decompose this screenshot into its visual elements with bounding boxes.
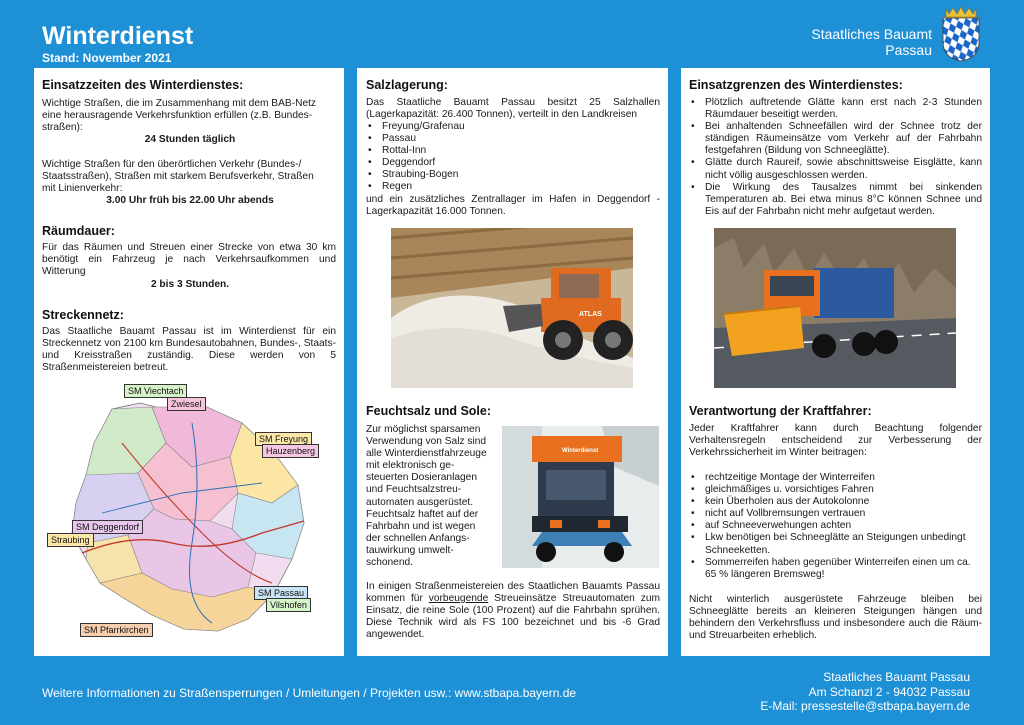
salzlagerung-heading: Salzlagerung: bbox=[366, 78, 448, 92]
text-line: Zur möglichst sparsamen bbox=[366, 424, 481, 435]
list-item: • Bei anhaltenden Schneefällen wird der Schnee trotz der ständigen Räumeinsätze vom Verkehr auf der Fahrbahn festgefahren (Bildung von Schneeglätte). bbox=[689, 121, 982, 157]
verantwortung-outro: Nicht winterlich ausgerüstete Fahrzeuge bleiben bei Schneeglätte bereits an kleineren Steigungen hängen und behindern den Verkehrsfluss und insbesondere auch die Räum- und Streuarbeiten erheblich. bbox=[689, 594, 982, 642]
text-line: tauwirkung umwelt- bbox=[366, 544, 454, 556]
einsatzzeiten-highlight-1: 24 Stunden täglich bbox=[144, 134, 236, 145]
footer-email: E-Mail: pressestelle@stbapa.bayern.de bbox=[760, 699, 970, 713]
text-underlined: vorbeugende bbox=[428, 593, 489, 605]
salzlagerung-outro: und ein zusätzliches Zentrallager im Hafen in Deggendorf - Lagerkapazität 16.000 Tonnen. bbox=[366, 194, 660, 218]
spreader-truck-photo bbox=[502, 426, 659, 568]
list-item: • gleichmäßiges u. vorsichtiges Fahren bbox=[689, 484, 982, 496]
map-label-vilshofen: Vilshofen bbox=[266, 598, 311, 612]
verantwortung-heading: Verantwortung der Kraftfahrer: bbox=[689, 404, 872, 418]
text-segment: Streueinsätze Streuautomaten zum Einsatz, die reine Sole (100 Prozent) auf die Fahrbahn sprühen. Diese Technik wird als FS 100 bezeichnet und bis -6 Grad angewendet. bbox=[366, 593, 660, 641]
einsatzgrenzen-list bbox=[689, 97, 982, 218]
text-line: steuerten Dosieranlagen bbox=[366, 472, 478, 484]
header-band bbox=[0, 0, 1024, 68]
list-item: • Regen bbox=[366, 181, 660, 193]
org-name bbox=[811, 26, 932, 58]
text-line: mit elektronisch ge- bbox=[366, 460, 455, 472]
footer-band bbox=[0, 656, 1024, 725]
map-label-straubing: Straubing bbox=[47, 533, 94, 547]
text-line: Staatsstraßen), Straßen mit starkem Berufsverkehr, Straßen bbox=[42, 171, 314, 183]
list-item: • Die Wirkung des Tausalzes nimmt bei sinkenden Temperaturen ab. Bei etwa minus 8°C können Schnee und Eis auf der Fahrbahn nicht mehr aufgetaut werden. bbox=[689, 182, 982, 218]
list-item: • auf Schneeverwehungen achten bbox=[689, 520, 982, 532]
footer-info: Weitere Informationen zu Straßensperrungen / Umleitungen / Projekten usw.: www.stbapa.bayern.de bbox=[42, 686, 577, 700]
einsatzzeiten-text-1 bbox=[42, 98, 338, 134]
map-label-hauzenberg: Hauzenberg bbox=[262, 444, 319, 458]
list-item: • kein Überholen aus der Autokolonne bbox=[689, 496, 982, 508]
einsatzzeiten-text-2 bbox=[42, 159, 338, 195]
map-label-zwiesel: Zwiesel bbox=[167, 397, 206, 411]
map-label-pfarrkirchen: SM Pfarrkirchen bbox=[80, 623, 153, 637]
list-item: • Sommerreifen haben gegenüber Winterreifen einen um ca. 65 % längeren Bremsweg! bbox=[689, 557, 982, 581]
text-line: mit Linienverkehr: bbox=[42, 183, 123, 195]
map-label-freyung: SM Freyung bbox=[255, 432, 312, 446]
verantwortung-intro: Jeder Kraftfahrer kann durch Beachtung folgender Verhaltensregeln entscheidend zur Verbesserung der Verkehrssicherheit im Winter beitragen: bbox=[689, 423, 982, 459]
page-title: Winterdienst bbox=[42, 22, 194, 50]
text-line: alle Winterdienstfahrzeuge bbox=[366, 448, 487, 460]
list-item: • nicht auf Vollbremsungen vertrauen bbox=[689, 508, 982, 520]
org-line-2: Passau bbox=[885, 42, 932, 58]
footer-address-line: Am Schanzl 2 - 94032 Passau bbox=[808, 684, 970, 699]
list-item: • Straubing-Bogen bbox=[366, 169, 660, 181]
footer-address bbox=[760, 670, 970, 714]
text-line: und Feuchtsalzstreu- bbox=[366, 484, 462, 496]
streckennetz-heading: Streckennetz: bbox=[42, 308, 124, 322]
text-line: Feuchtsalz haftet auf der bbox=[366, 508, 479, 520]
footer-address-line: Staatliches Bauamt Passau bbox=[823, 670, 970, 684]
feuchtsalz-text bbox=[366, 424, 495, 569]
einsatzzeiten-heading: Einsatzzeiten des Winterdienstes: bbox=[42, 78, 244, 92]
list-item: • rechtzeitige Montage der Winterreifen bbox=[689, 472, 982, 484]
list-item: • Freyung/Grafenau bbox=[366, 121, 660, 133]
raeumdauer-highlight: 2 bis 3 Stunden. bbox=[150, 279, 230, 290]
raeumdauer-text: Für das Räumen und Streuen einer Strecke von etwa 30 km benötigt ein Fahrzeug je nach Verkehrsaufkommen und Witterung bbox=[42, 242, 336, 278]
text-line: schonend. bbox=[366, 557, 414, 569]
text-line: Wichtige Straßen für den überörtlichen Verkehr (Bundes-/ bbox=[42, 159, 302, 170]
feuchtsalz-text-2 bbox=[366, 581, 660, 641]
salt-hall-illustration bbox=[391, 228, 633, 388]
column-right bbox=[681, 68, 990, 656]
text-line: Verwendung von Salz sind bbox=[366, 436, 487, 448]
list-item: • Passau bbox=[366, 133, 660, 145]
loader-brand-text: ATLAS bbox=[579, 311, 602, 318]
truck-brand-text: Winterdienst bbox=[562, 448, 599, 454]
einsatzzeiten-highlight-2: 3.00 Uhr früh bis 22.00 Uhr abends bbox=[106, 195, 274, 206]
list-item: • Glätte durch Raureif, sowie abschnittsweise Eisglätte, kann nicht völlig ausgeschlossen werden. bbox=[689, 157, 982, 181]
text-line: der schnellen Anfangs- bbox=[366, 532, 470, 544]
list-item: • Deggendorf bbox=[366, 157, 660, 169]
plow-truck-photo bbox=[714, 228, 956, 388]
column-left bbox=[34, 68, 344, 656]
raeumdauer-heading: Räumdauer: bbox=[42, 224, 115, 238]
text-line: eine herausragende Verkehrsfunktion erfüllen (z.B. Bundes- bbox=[42, 110, 313, 122]
map-label-viechtach: SM Viechtach bbox=[124, 384, 187, 398]
einsatzgrenzen-heading: Einsatzgrenzen des Winterdienstes: bbox=[689, 78, 903, 92]
bavarian-crest-icon bbox=[940, 6, 982, 62]
text-line: Wichtige Straßen, die im Zusammenhang mit dem BAB-Netz bbox=[42, 98, 317, 109]
list-item: • Lkw benötigen bei Schneeglätte an Steigungen unbedingt Schneeketten. bbox=[689, 532, 982, 556]
salzlagerung-list bbox=[366, 121, 660, 194]
streckennetz-text: Das Staatliche Bauamt Passau ist im Winterdienst für ein Streckennetz von 2100 km Bundesautobahnen, Bundes-, Staats- und Kreisstraßen zuständig. Diese werden von 5 Straßenmeistereien betreut. bbox=[42, 326, 336, 374]
salt-hall-photo bbox=[391, 228, 633, 388]
text-segment: In einigen Straßenmeistereien des Staatlichen Bauamts Passau kommen für bbox=[366, 581, 660, 605]
text-line: straßen): bbox=[42, 122, 83, 134]
spreader-truck-illustration bbox=[502, 426, 659, 568]
column-middle bbox=[357, 68, 668, 656]
salzlagerung-intro: Das Staatliche Bauamt Passau besitzt 25 Salzhallen (Lagerkapazität: 26.400 Tonnen), verteilt in den Landkreisen bbox=[366, 97, 660, 121]
plow-truck-illustration bbox=[714, 228, 956, 388]
org-line-1: Staatliches Bauamt bbox=[811, 26, 932, 42]
verantwortung-list bbox=[689, 472, 982, 581]
feuchtsalz-heading: Feuchtsalz und Sole: bbox=[366, 404, 492, 418]
list-item: • Rottal-Inn bbox=[366, 145, 660, 157]
map-label-passau: SM Passau bbox=[254, 586, 308, 600]
map-label-deggendorf: SM Deggendorf bbox=[72, 520, 143, 534]
page-subtitle: Stand: November 2021 bbox=[42, 51, 172, 65]
text-line: automaten ausgerüstet. bbox=[366, 496, 474, 508]
list-item: • Plötzlich auftretende Glätte kann erst nach 2-3 Stunden Räumdauer beseitigt werden. bbox=[689, 97, 982, 121]
text-line: Fahrbahn und ist wegen bbox=[366, 520, 476, 532]
